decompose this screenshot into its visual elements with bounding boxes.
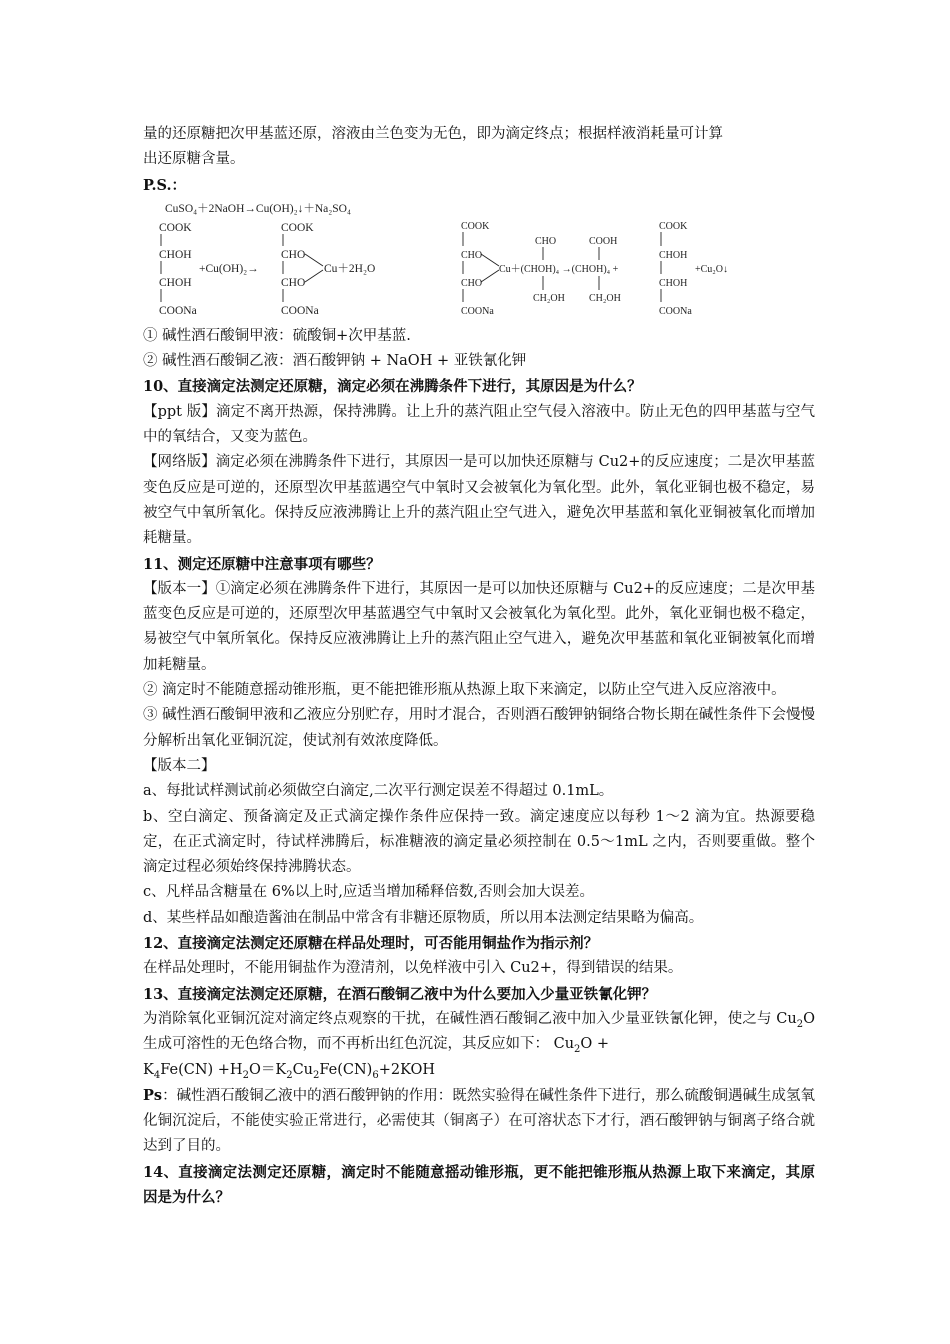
coona-label: COONa xyxy=(659,305,692,317)
ps-label: P.S.： xyxy=(143,176,187,194)
choh-label: CHOH xyxy=(659,249,688,261)
list-item: b、空白滴定、预备滴定及正式滴定操作条件应保持一致。滴定速度应以每秒 1～2 滴为宜。热源要稳定，在正式滴定时，待试样沸腾后，标准糖液的滴定量必须控制在 0.5～1mL 之内，否则要重做。整个滴定过程必须始终保持沸腾状态。 xyxy=(143,808,815,876)
list-item: c、凡样品含糖量在 6%以上时,应适当增加稀释倍数,否则会加大误差。 xyxy=(143,884,594,901)
document-page xyxy=(143,122,815,1210)
eq1-text: CuSO₄＋2NaOH→Cu(OH)₂↓＋Na₂SO₄ xyxy=(165,202,351,215)
choh-label: CHOH xyxy=(659,277,688,289)
version-two-label: 【版本二】 xyxy=(143,757,216,774)
question-12: 12、直接滴定法测定还原糖在样品处理时，可否能用铜盐作为指示剂？ xyxy=(143,935,599,953)
reaction-equations-figure xyxy=(143,198,815,324)
cu-plus-text: Cu＋(CHOH)₄ →(CHOH)₄ + xyxy=(499,263,619,275)
cuoh2-text: +Cu(OH)₂→ xyxy=(199,262,259,275)
cook-label: COOK xyxy=(281,221,314,234)
cu-2h2o-text: Cu＋2H₂O xyxy=(324,262,376,275)
cho-label: CHO xyxy=(535,235,557,247)
cho-label: CHO xyxy=(281,248,306,261)
coona-label: COONa xyxy=(461,305,494,317)
question-10: 10、直接滴定法测定还原糖，滴定必须在沸腾条件下进行，其原因是为什么？ xyxy=(143,378,642,396)
answer-paragraph: 为消除氧化亚铜沉淀对滴定终点观察的干扰，在碱性酒石酸铜乙液中加入少量亚铁氰化钾，使之与 $Cu_2O$ 生成可溶性的无色络合物，而不再析出红色沉淀，其反应如下： $Cu_2O$ + $K_4Fe(CN) +H_2O=K_2Cu_2Fe(CN)_6+2KOH$ xyxy=(143,1010,815,1081)
ch2oh-label: CH₂OH xyxy=(589,292,621,304)
question-11: 11、测定还原糖中注意事项有哪些？ xyxy=(143,555,381,573)
coona-label: COONa xyxy=(159,304,197,317)
ch2oh-label: CH₂OH xyxy=(533,292,565,304)
reaction-figure xyxy=(143,198,815,324)
list-item: a、每批试样测试前必须做空白滴定,二次平行测定误差不得超过 0.1mL。 xyxy=(143,783,614,800)
ps-paragraph: Ps：碱性酒石酸铜乙液中的酒石酸钾钠的作用：既然实验得在碱性条件下进行，那么硫酸铜遇碱生成氢氧化铜沉淀后，不能使实验正常进行，必需使其（铜离子）在可溶状态下才行，酒石酸钾钠与铜离子络合就达到了目的。 xyxy=(143,1086,815,1155)
cho-label: CHO xyxy=(281,276,306,289)
reagent-line: ② 碱性酒石酸铜乙液：酒石酸钾钠 + NaOH + 亚铁氰化钾 xyxy=(143,353,527,370)
answer-paragraph: 【网络版】滴定必须在沸腾条件下进行，其原因一是可以加快还原糖与 Cu2+的反应速度；二是次甲基蓝变色反应是可逆的，还原型次甲基蓝遇空气中氧时又会被氧化为氧化型。此外，氧化亚铜也极不稳定，易被空气中氧所氧化。保持反应液沸腾让上升的蒸汽阻止空气进入，避免次甲基蓝和氧化亚铜被氧化而增加耗糖量。 xyxy=(143,454,815,547)
reagent-line: ① 碱性酒石酸铜甲液：硫酸铜+次甲基蓝. xyxy=(143,327,411,344)
cook-label: COOK xyxy=(159,221,192,234)
paragraph-line: 量的还原糖把次甲基蓝还原，溶液由兰色变为无色，即为滴定终点；根据样液消耗量可计算 xyxy=(143,126,723,142)
answer-paragraph: ② 滴定时不能随意摇动锥形瓶，更不能把锥形瓶从热源上取下来滴定，以防止空气进入反应溶液中。 xyxy=(143,682,786,699)
cho-label: CHO xyxy=(461,249,483,261)
answer-paragraph: 【版本一】①滴定必须在沸腾条件下进行，其原因一是可以加快还原糖与 Cu2+的反应速度；二是次甲基蓝变色反应是可逆的，还原型次甲基蓝遇空气中氧时又会被氧化为氧化型。此外，氧化亚铜也极不稳定，易被空气中氧所氧化。保持反应液沸腾让上升的蒸汽阻止空气进入，避免次甲基蓝和氧化亚铜被氧化而增加耗糖量。 xyxy=(143,580,815,673)
answer-paragraph: 在样品处理时，不能用铜盐作为澄清剂，以免样液中引入 Cu2+，得到错误的结果。 xyxy=(143,960,683,977)
question-13: 13、直接滴定法测定还原糖，在酒石酸铜乙液中为什么要加入少量亚铁氰化钾？ xyxy=(143,985,657,1003)
question-14: 14、直接滴定法测定还原糖，滴定时不能随意摇动锥形瓶，更不能把锥形瓶从热源上取下来滴定，其原因是为什么？ xyxy=(143,1163,815,1206)
paragraph-line: 出还原糖含量。 xyxy=(143,151,245,168)
choh-label: CHOH xyxy=(159,248,192,261)
coona-label: COONa xyxy=(281,304,319,317)
cho-label: CHO xyxy=(461,277,483,289)
cook-label: COOK xyxy=(461,220,490,232)
answer-paragraph: 【ppt 版】滴定不离开热源，保持沸腾。让上升的蒸汽阻止空气侵入溶液中。防止无色的四甲基蓝与空气中的氧结合，又变为蓝色。 xyxy=(143,403,815,446)
choh-label: CHOH xyxy=(159,276,192,289)
list-item: d、某些样品如酿造酱油在制品中常含有非糖还原物质，所以用本法测定结果略为偏高。 xyxy=(143,909,704,926)
plus-cu2o-text: +Cu₂O↓ xyxy=(695,263,729,275)
answer-paragraph: ③ 碱性酒石酸铜甲液和乙液应分别贮存，用时才混合，否则酒石酸钾钠铜络合物长期在碱性条件下会慢慢分解析出氧化亚铜沉淀，使试剂有效浓度降低。 xyxy=(143,707,815,749)
cooh-label: COOH xyxy=(589,235,618,247)
cook-label: COOK xyxy=(659,220,688,232)
